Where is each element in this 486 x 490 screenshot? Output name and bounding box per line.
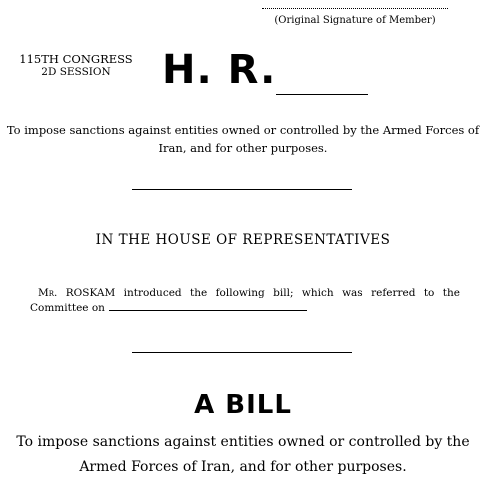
divider-rule — [132, 352, 352, 353]
congress-label: 115TH CONGRESS — [19, 52, 133, 66]
sponsor-name: Mr. ROSKAM — [38, 287, 116, 299]
divider-rule — [132, 189, 352, 190]
signature-caption: (Original Signature of Member) — [274, 15, 436, 26]
introduction-text: introduced the following bill; which was referred to the Committee on — [30, 287, 460, 314]
committee-blank — [109, 301, 307, 311]
bill-heading: A BILL — [194, 390, 292, 420]
session-label: 2D SESSION — [41, 66, 111, 78]
bill-number-heading: H. R. — [162, 47, 277, 93]
long-title: To impose sanctions against entities owned or controlled by the Armed Forces of Iran, and for other purposes. — [16, 434, 470, 475]
congress-session-block — [6, 53, 146, 79]
signature-line — [262, 8, 448, 9]
bill-number-blank — [276, 94, 368, 95]
chamber-heading: IN THE HOUSE OF REPRESENTATIVES — [95, 232, 391, 248]
short-title: To impose sanctions against entities owned or controlled by the Armed Forces of Iran, and for other purposes. — [6, 123, 480, 155]
introduction-statement — [30, 286, 460, 316]
